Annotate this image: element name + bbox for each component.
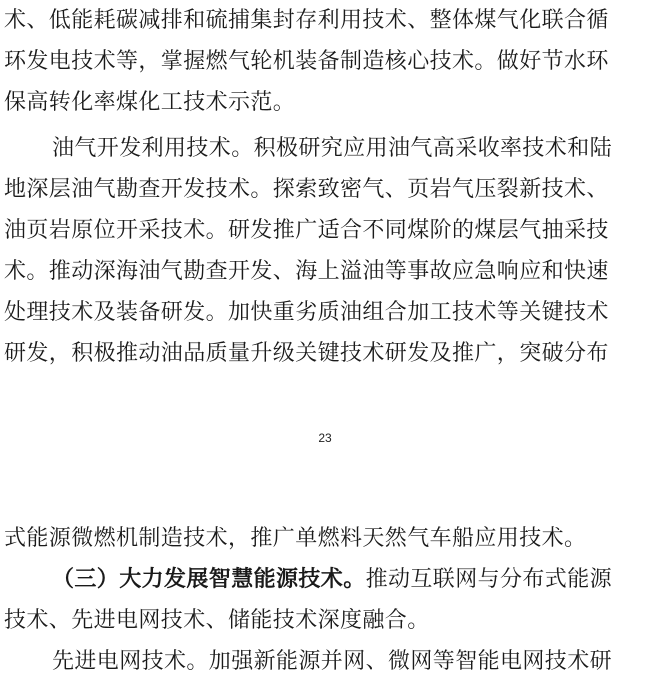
text-line: 技术、先进电网技术、储能技术深度融合。 <box>4 608 430 633</box>
text-line: 处理技术及装备研发。加快重劣质油组合加工技术等关键技术 <box>4 300 609 325</box>
text-line: 地深层油气勘查开发技术。探索致密气、页岩气压裂新技术、 <box>4 177 609 202</box>
section-heading: （三）大力发展智慧能源技术。 <box>52 566 366 592</box>
text-line: 油气开发利用技术。积极研究应用油气高采收率技术和陆 <box>52 136 613 161</box>
text-line: 先进电网技术。加强新能源并网、微网等智能电网技术研 <box>52 649 613 674</box>
next-page-content <box>4 518 646 682</box>
text-line: 环发电技术等，掌握燃气轮机装备制造核心技术。做好节水环 <box>4 49 609 74</box>
text-line: 术。推动深海油气勘查开发、海上溢油等事故应急响应和快速 <box>4 259 609 284</box>
paragraph-oil-gas-technology <box>4 128 646 374</box>
section-heading-line <box>4 559 646 600</box>
text-line: 术、低能耗碳减排和硫捕集封存利用技术、整体煤气化联合循 <box>4 8 609 33</box>
section-heading-text: 推动互联网与分布式能源 <box>365 567 613 592</box>
text-line: 式能源微燃机制造技术，推广单燃料天然气车船应用技术。 <box>4 526 587 551</box>
text-line: 研发，积极推动油品质量升级关键技术研发及推广，突破分布 <box>4 341 609 366</box>
text-line: 保高转化率煤化工技术示范。 <box>4 90 296 115</box>
paragraph-coal-technology-continued <box>4 0 646 123</box>
text-line: 油页岩原位开采技术。研发推广适合不同煤阶的煤层气抽采技 <box>4 218 609 243</box>
page-number: 23 <box>318 431 332 445</box>
